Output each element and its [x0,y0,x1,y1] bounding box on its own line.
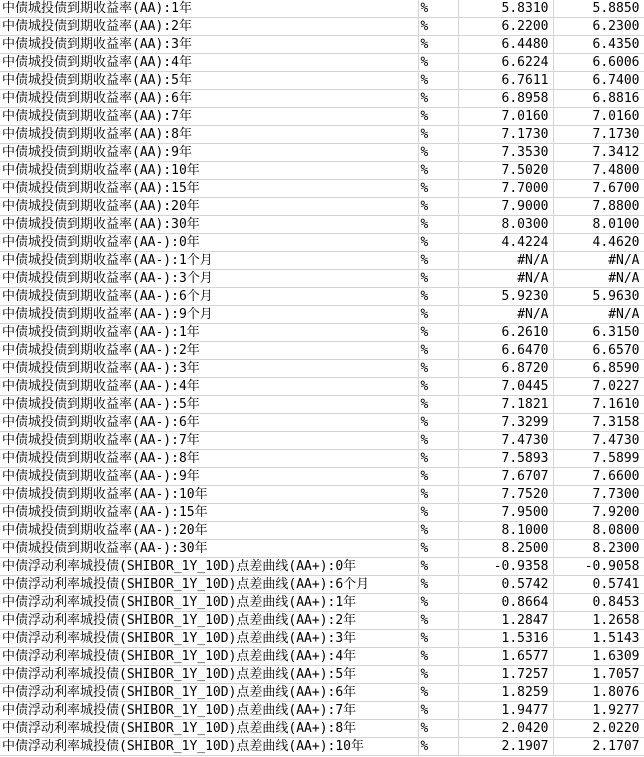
table-row [0,504,644,522]
value-cell-1[interactable]: 7.5893 [458,450,553,468]
unit-cell[interactable]: % [418,270,458,288]
value-cell-2[interactable]: 7.4800 [553,162,644,180]
table-row [0,558,644,576]
table-row [0,684,644,702]
unit-cell[interactable]: % [418,432,458,450]
value-cell-1[interactable]: 7.6707 [458,468,553,486]
value-cell-2[interactable]: #N/A [553,252,644,270]
value-cell-1[interactable]: 6.6470 [458,342,553,360]
indicator-name-cell[interactable]: 中债城投债到期收益率(AA):7年 [0,108,418,126]
indicator-name-cell[interactable]: 中债城投债到期收益率(AA-):20年 [0,522,418,540]
unit-cell[interactable]: % [418,612,458,630]
value-cell-2[interactable]: 0.8453 [553,594,644,612]
unit-cell[interactable]: % [418,342,458,360]
unit-cell[interactable]: % [418,18,458,36]
table-row [0,738,644,756]
value-cell-1[interactable]: 4.4224 [458,234,553,252]
unit-cell[interactable]: % [418,702,458,720]
indicator-name-cell[interactable]: 中债城投债到期收益率(AA):6年 [0,90,418,108]
value-cell-2[interactable]: 6.4350 [553,36,644,54]
value-cell-2[interactable]: 5.8850 [553,0,644,18]
table-row [0,306,644,324]
table-row [0,144,644,162]
unit-cell[interactable]: % [418,468,458,486]
indicator-name-cell[interactable]: 中债城投债到期收益率(AA):3年 [0,36,418,54]
value-cell-1[interactable]: 6.4480 [458,36,553,54]
unit-cell[interactable]: % [418,0,458,18]
unit-cell[interactable]: % [418,486,458,504]
unit-cell[interactable]: % [418,360,458,378]
value-cell-2[interactable]: 8.2300 [553,540,644,558]
unit-cell[interactable]: % [418,666,458,684]
table-row [0,342,644,360]
table-row [0,54,644,72]
table-row [0,450,644,468]
value-cell-2[interactable]: 4.4620 [553,234,644,252]
table-row [0,468,644,486]
value-cell-1[interactable]: 7.5020 [458,162,553,180]
value-cell-2[interactable]: 6.3150 [553,324,644,342]
unit-cell[interactable]: % [418,576,458,594]
value-cell-2[interactable]: 7.8800 [553,198,644,216]
value-cell-2[interactable]: 7.9200 [553,504,644,522]
value-cell-1[interactable]: #N/A [458,306,553,324]
unit-cell[interactable]: % [418,90,458,108]
value-cell-2[interactable]: 7.1730 [553,126,644,144]
indicator-name-cell[interactable]: 中债浮动利率城投债(SHIBOR_1Y_10D)点差曲线(AA+):8年 [0,720,418,738]
unit-cell[interactable]: % [418,162,458,180]
indicator-name-cell[interactable]: 中债城投债到期收益率(AA-):15年 [0,504,418,522]
indicator-name-cell[interactable]: 中债城投债到期收益率(AA-):6年 [0,414,418,432]
value-cell-1[interactable]: 1.2847 [458,612,553,630]
table-row [0,396,644,414]
unit-cell[interactable]: % [418,558,458,576]
indicator-name-cell[interactable]: 中债浮动利率城投债(SHIBOR_1Y_10D)点差曲线(AA+):7年 [0,702,418,720]
value-cell-1[interactable]: 7.1730 [458,126,553,144]
value-cell-1[interactable]: 7.3299 [458,414,553,432]
value-cell-1[interactable]: 7.0445 [458,378,553,396]
unit-cell[interactable]: % [418,234,458,252]
value-cell-2[interactable]: 8.0100 [553,216,644,234]
table-row [0,234,644,252]
table-row [0,594,644,612]
value-cell-1[interactable]: 8.2500 [458,540,553,558]
indicator-name-cell[interactable]: 中债城投债到期收益率(AA):1年 [0,0,418,18]
value-cell-2[interactable]: 6.7400 [553,72,644,90]
unit-cell[interactable]: % [418,522,458,540]
indicator-name-cell[interactable]: 中债城投债到期收益率(AA-):6个月 [0,288,418,306]
value-cell-1[interactable]: 7.4730 [458,432,553,450]
indicator-name-cell[interactable]: 中债城投债到期收益率(AA-):0年 [0,234,418,252]
value-cell-2[interactable]: #N/A [553,270,644,288]
value-cell-2[interactable]: 8.0800 [553,522,644,540]
value-cell-2[interactable]: 0.5741 [553,576,644,594]
indicator-name-cell[interactable]: 中债城投债到期收益率(AA-):8年 [0,450,418,468]
value-cell-1[interactable]: 7.9500 [458,504,553,522]
indicator-name-cell[interactable]: 中债浮动利率城投债(SHIBOR_1Y_10D)点差曲线(AA+):2年 [0,612,418,630]
indicator-name-cell[interactable]: 中债浮动利率城投债(SHIBOR_1Y_10D)点差曲线(AA+):4年 [0,648,418,666]
unit-cell[interactable]: % [418,72,458,90]
value-cell-2[interactable]: 7.3158 [553,414,644,432]
table-row [0,540,644,558]
table-row [0,666,644,684]
indicator-name-cell[interactable]: 中债城投债到期收益率(AA-):10年 [0,486,418,504]
value-cell-1[interactable]: 7.0160 [458,108,553,126]
indicator-name-cell[interactable]: 中债城投债到期收益率(AA):20年 [0,198,418,216]
unit-cell[interactable]: % [418,252,458,270]
value-cell-1[interactable]: #N/A [458,252,553,270]
value-cell-1[interactable]: 7.9000 [458,198,553,216]
value-cell-2[interactable]: 1.5143 [553,630,644,648]
value-cell-2[interactable]: 6.8590 [553,360,644,378]
value-cell-1[interactable]: 5.9230 [458,288,553,306]
indicator-name-cell[interactable]: 中债浮动利率城投债(SHIBOR_1Y_10D)点差曲线(AA+):1年 [0,594,418,612]
value-cell-2[interactable]: 7.3412 [553,144,644,162]
value-cell-1[interactable]: 5.8310 [458,0,553,18]
value-cell-2[interactable]: 1.9277 [553,702,644,720]
value-cell-2[interactable]: -0.9058 [553,558,644,576]
unit-cell[interactable]: % [418,630,458,648]
indicator-name-cell[interactable]: 中债城投债到期收益率(AA-):9个月 [0,306,418,324]
indicator-name-cell[interactable]: 中债城投债到期收益率(AA-):30年 [0,540,418,558]
value-cell-2[interactable]: 7.6600 [553,468,644,486]
table-row [0,522,644,540]
value-cell-2[interactable]: 6.8816 [553,90,644,108]
indicator-name-cell[interactable]: 中债城投债到期收益率(AA-):3个月 [0,270,418,288]
table-row [0,72,644,90]
indicator-name-cell[interactable]: 中债城投债到期收益率(AA):8年 [0,126,418,144]
indicator-name-cell[interactable]: 中债城投债到期收益率(AA-):9年 [0,468,418,486]
unit-cell[interactable]: % [418,504,458,522]
indicator-name-cell[interactable]: 中债城投债到期收益率(AA):10年 [0,162,418,180]
value-cell-1[interactable]: 8.0300 [458,216,553,234]
value-cell-2[interactable]: 7.4730 [553,432,644,450]
value-cell-2[interactable]: 6.6570 [553,342,644,360]
value-cell-2[interactable]: 7.5899 [553,450,644,468]
indicator-name-cell[interactable]: 中债城投债到期收益率(AA):4年 [0,54,418,72]
value-cell-2[interactable]: 7.6700 [553,180,644,198]
unit-cell[interactable]: % [418,126,458,144]
table-row [0,126,644,144]
value-cell-1[interactable]: 6.2610 [458,324,553,342]
table-row [0,414,644,432]
indicator-name-cell[interactable]: 中债浮动利率城投债(SHIBOR_1Y_10D)点差曲线(AA+):10年 [0,738,418,756]
value-cell-1[interactable]: #N/A [458,270,553,288]
unit-cell[interactable]: % [418,720,458,738]
unit-cell[interactable]: % [418,684,458,702]
table-row [0,702,644,720]
value-cell-2[interactable]: #N/A [553,306,644,324]
value-cell-1[interactable]: 7.7520 [458,486,553,504]
indicator-name-cell[interactable]: 中债浮动利率城投债(SHIBOR_1Y_10D)点差曲线(AA+):6个月 [0,576,418,594]
indicator-name-cell[interactable]: 中债浮动利率城投债(SHIBOR_1Y_10D)点差曲线(AA+):0年 [0,558,418,576]
table-row [0,36,644,54]
value-cell-2[interactable]: 2.0220 [553,720,644,738]
unit-cell[interactable]: % [418,36,458,54]
indicator-name-cell[interactable]: 中债城投债到期收益率(AA-):7年 [0,432,418,450]
table-row [0,180,644,198]
value-cell-2[interactable]: 1.6309 [553,648,644,666]
unit-cell[interactable]: % [418,108,458,126]
value-cell-2[interactable]: 7.0160 [553,108,644,126]
indicator-name-cell[interactable]: 中债城投债到期收益率(AA-):1年 [0,324,418,342]
value-cell-1[interactable]: 1.6577 [458,648,553,666]
indicator-name-cell[interactable]: 中债城投债到期收益率(AA):30年 [0,216,418,234]
unit-cell[interactable]: % [418,378,458,396]
value-cell-2[interactable]: 6.6006 [553,54,644,72]
table-row [0,90,644,108]
value-cell-2[interactable]: 1.8076 [553,684,644,702]
indicator-name-cell[interactable]: 中债城投债到期收益率(AA):9年 [0,144,418,162]
value-cell-1[interactable]: 7.1821 [458,396,553,414]
value-cell-1[interactable]: 6.8958 [458,90,553,108]
indicator-name-cell[interactable]: 中债城投债到期收益率(AA):15年 [0,180,418,198]
value-cell-1[interactable]: 2.0420 [458,720,553,738]
value-cell-1[interactable]: -0.9358 [458,558,553,576]
table-row [0,198,644,216]
table-row [0,0,644,18]
indicator-name-cell[interactable]: 中债城投债到期收益率(AA-):2年 [0,342,418,360]
unit-cell[interactable]: % [418,324,458,342]
value-cell-2[interactable]: 7.0227 [553,378,644,396]
indicator-name-cell[interactable]: 中债城投债到期收益率(AA-):5年 [0,396,418,414]
value-cell-2[interactable]: 7.7300 [553,486,644,504]
unit-cell[interactable]: % [418,594,458,612]
indicator-name-cell[interactable]: 中债浮动利率城投债(SHIBOR_1Y_10D)点差曲线(AA+):5年 [0,666,418,684]
indicator-name-cell[interactable]: 中债城投债到期收益率(AA-):1个月 [0,252,418,270]
value-cell-2[interactable]: 6.2300 [553,18,644,36]
value-cell-1[interactable]: 6.6224 [458,54,553,72]
value-cell-1[interactable]: 7.7000 [458,180,553,198]
indicator-name-cell[interactable]: 中债浮动利率城投债(SHIBOR_1Y_10D)点差曲线(AA+):6年 [0,684,418,702]
table-row [0,18,644,36]
table-row [0,270,644,288]
table-row [0,630,644,648]
unit-cell[interactable]: % [418,648,458,666]
table-row [0,216,644,234]
unit-cell[interactable]: % [418,396,458,414]
table-row [0,432,644,450]
value-cell-1[interactable]: 1.8259 [458,684,553,702]
value-cell-1[interactable]: 6.2200 [458,18,553,36]
table-row [0,360,644,378]
value-cell-1[interactable]: 2.1907 [458,738,553,756]
unit-cell[interactable]: % [418,540,458,558]
unit-cell[interactable]: % [418,144,458,162]
unit-cell[interactable]: % [418,306,458,324]
table-row [0,648,644,666]
value-cell-1[interactable]: 1.7257 [458,666,553,684]
value-cell-1[interactable]: 8.1000 [458,522,553,540]
value-cell-2[interactable]: 2.1707 [553,738,644,756]
value-cell-1[interactable]: 0.5742 [458,576,553,594]
unit-cell[interactable]: % [418,216,458,234]
indicator-name-cell[interactable]: 中债城投债到期收益率(AA-):4年 [0,378,418,396]
unit-cell[interactable]: % [418,450,458,468]
value-cell-2[interactable]: 5.9630 [553,288,644,306]
indicator-name-cell[interactable]: 中债浮动利率城投债(SHIBOR_1Y_10D)点差曲线(AA+):3年 [0,630,418,648]
table-row [0,108,644,126]
unit-cell[interactable]: % [418,54,458,72]
value-cell-2[interactable]: 1.2658 [553,612,644,630]
table-row [0,576,644,594]
unit-cell[interactable]: % [418,198,458,216]
value-cell-2[interactable]: 7.1610 [553,396,644,414]
unit-cell[interactable]: % [418,180,458,198]
value-cell-1[interactable]: 7.3530 [458,144,553,162]
table-row [0,486,644,504]
unit-cell[interactable]: % [418,288,458,306]
table-row [0,612,644,630]
table-row [0,288,644,306]
value-cell-1[interactable]: 0.8664 [458,594,553,612]
table-row [0,162,644,180]
value-cell-1[interactable]: 6.7611 [458,72,553,90]
indicator-name-cell[interactable]: 中债城投债到期收益率(AA):5年 [0,72,418,90]
value-cell-1[interactable]: 1.9477 [458,702,553,720]
table-row [0,252,644,270]
indicator-name-cell[interactable]: 中债城投债到期收益率(AA-):3年 [0,360,418,378]
value-cell-2[interactable]: 1.7057 [553,666,644,684]
unit-cell[interactable]: % [418,414,458,432]
table-row [0,720,644,738]
value-cell-1[interactable]: 1.5316 [458,630,553,648]
value-cell-1[interactable]: 6.8720 [458,360,553,378]
table-row [0,378,644,396]
indicator-name-cell[interactable]: 中债城投债到期收益率(AA):2年 [0,18,418,36]
unit-cell[interactable]: % [418,738,458,756]
table-row [0,324,644,342]
